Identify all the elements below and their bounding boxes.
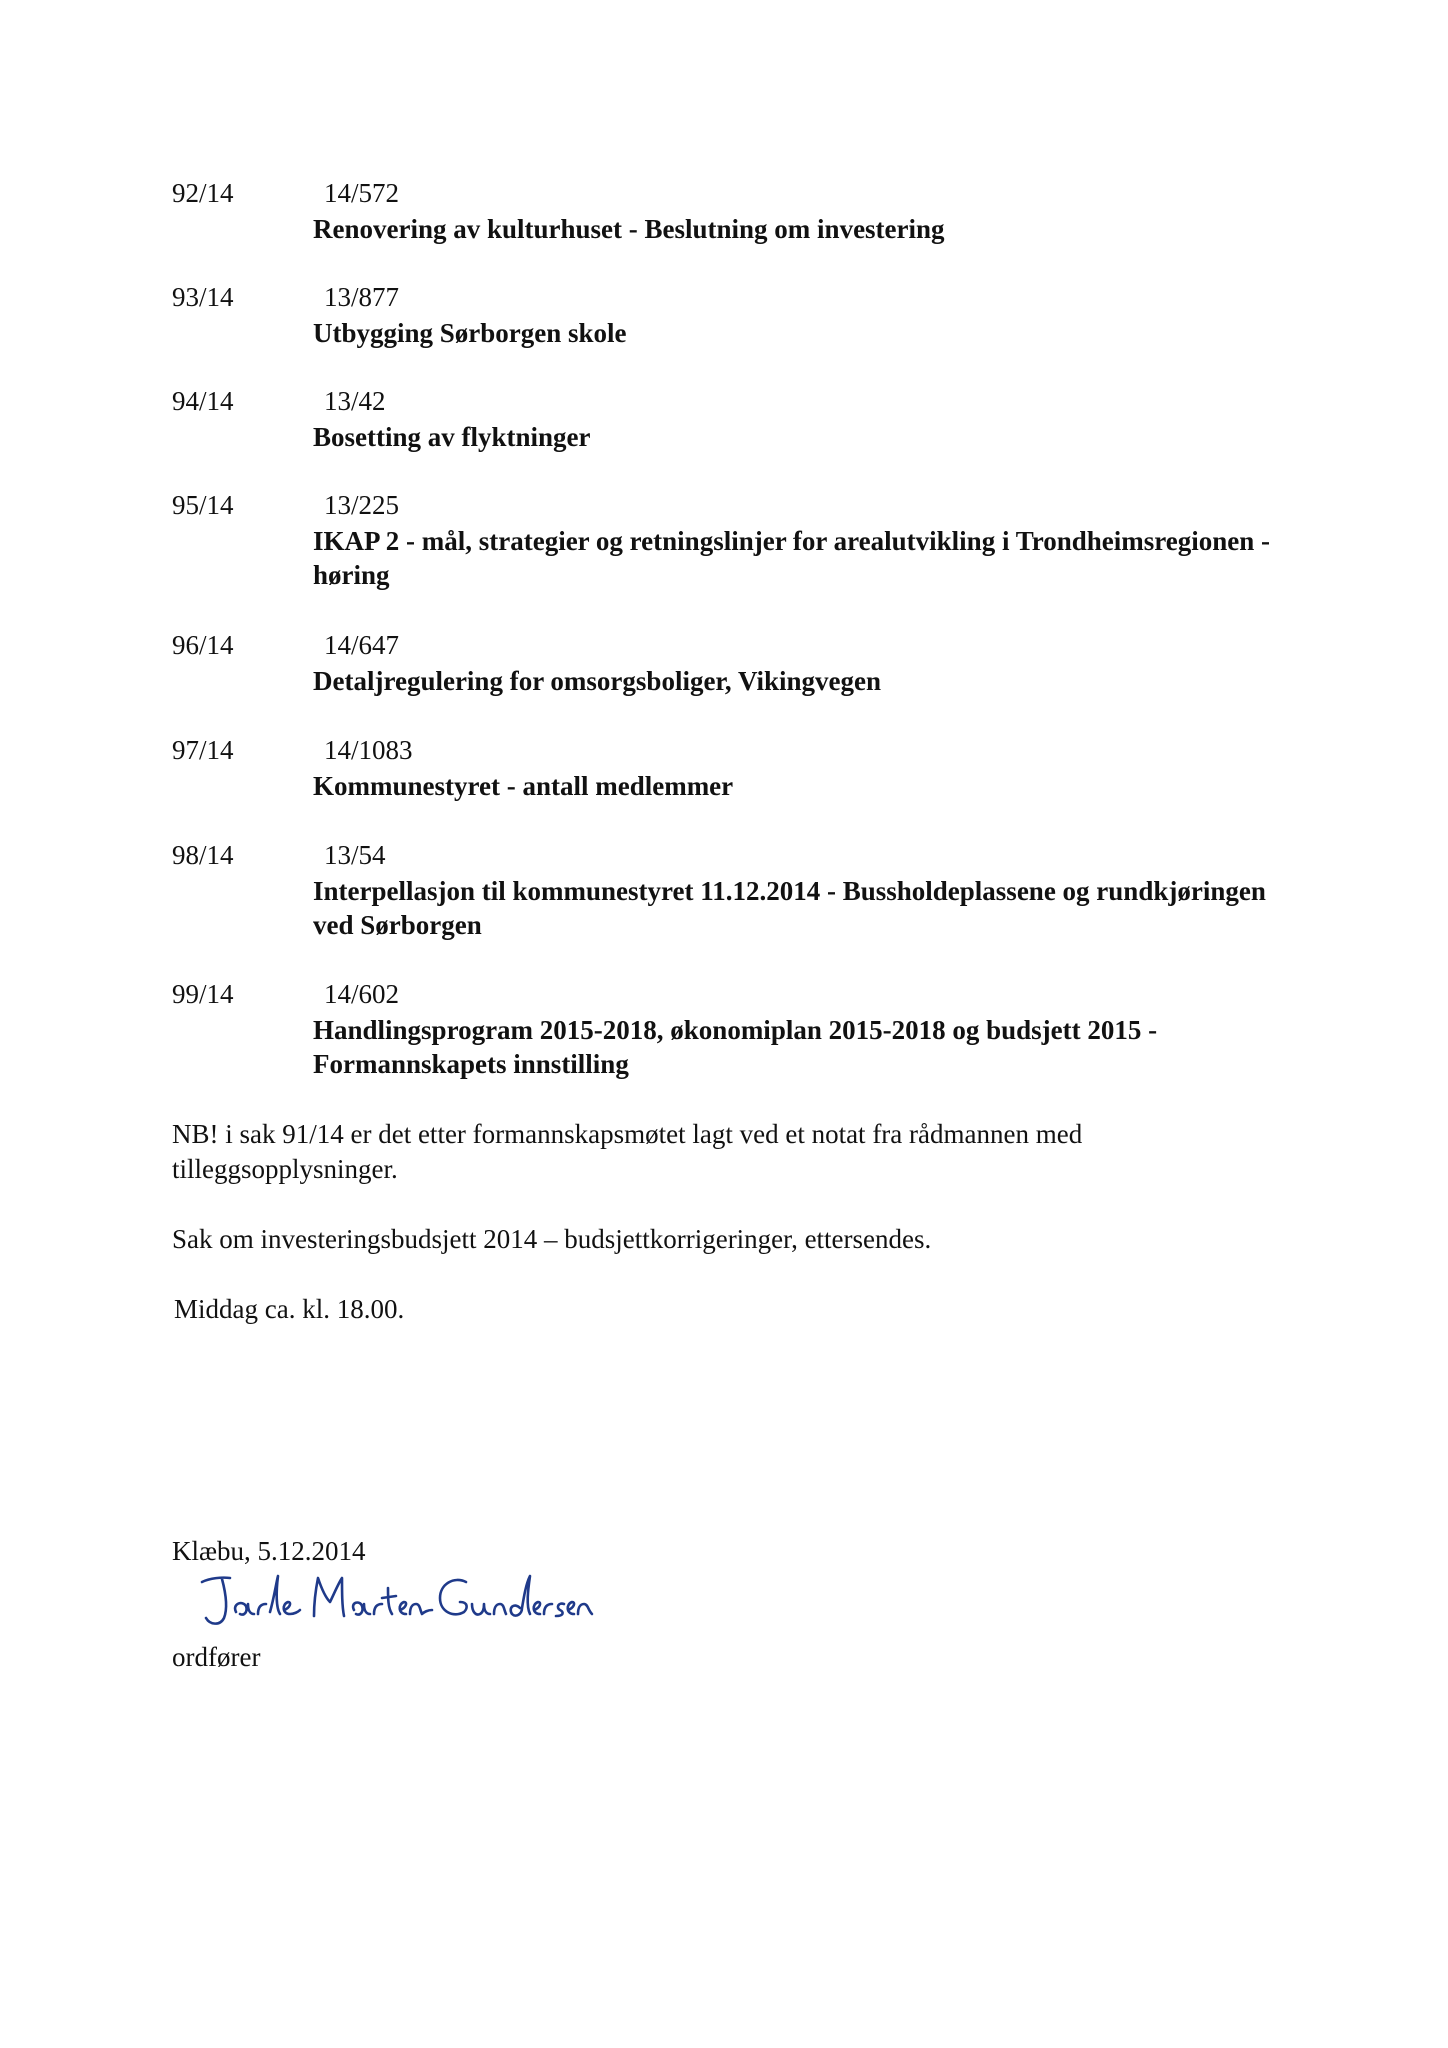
investment-note: Sak om investeringsbudsjett 2014 – budsjettkorrigeringer, ettersendes. — [172, 1224, 932, 1254]
case-title: Handlingsprogram 2015-2018, økonomiplan 2015-2018 og budsjett 2015 - Formannskapets innstilling — [313, 1015, 1158, 1079]
reference-number: 13/54 — [324, 840, 386, 870]
case-number: 96/14 — [172, 630, 234, 660]
reference-number: 13/225 — [324, 490, 400, 520]
signature-image — [196, 1568, 596, 1638]
case-title: Utbygging Sørborgen skole — [313, 318, 627, 348]
case-number: 92/14 — [172, 178, 234, 208]
case-title: Interpellasjon til kommunestyret 11.12.2014 - Bussholdeplassene og rundkjøringen ved Sørborgen — [313, 876, 1266, 940]
case-number: 94/14 — [172, 386, 234, 416]
case-number: 98/14 — [172, 840, 234, 870]
place-date: Klæbu, 5.12.2014 — [172, 1536, 366, 1566]
nb-note: NB! i sak 91/14 er det etter formannskapsmøtet lagt ved et notat fra rådmannen med tilleggsopplysninger. — [172, 1119, 1083, 1184]
reference-number: 13/42 — [324, 386, 386, 416]
reference-number: 14/572 — [324, 178, 400, 208]
case-title: Kommunestyret - antall medlemmer — [313, 771, 734, 801]
case-title: Bosetting av flyktninger — [313, 422, 591, 452]
case-number: 95/14 — [172, 490, 234, 520]
reference-number: 14/602 — [324, 979, 400, 1009]
signatory-role: ordfører — [172, 1642, 261, 1672]
reference-number: 14/647 — [324, 630, 400, 660]
dinner-note: Middag ca. kl. 18.00. — [174, 1294, 405, 1324]
case-title: Detaljregulering for omsorgsboliger, Vikingvegen — [313, 666, 881, 696]
reference-number: 14/1083 — [324, 735, 413, 765]
case-title: Renovering av kulturhuset - Beslutning om investering — [313, 214, 945, 244]
case-title: IKAP 2 - mål, strategier og retningslinjer for arealutvikling i Trondheimsregionen - høring — [313, 526, 1270, 590]
case-number: 97/14 — [172, 735, 234, 765]
reference-number: 13/877 — [324, 282, 400, 312]
case-number: 93/14 — [172, 282, 234, 312]
case-number: 99/14 — [172, 979, 234, 1009]
